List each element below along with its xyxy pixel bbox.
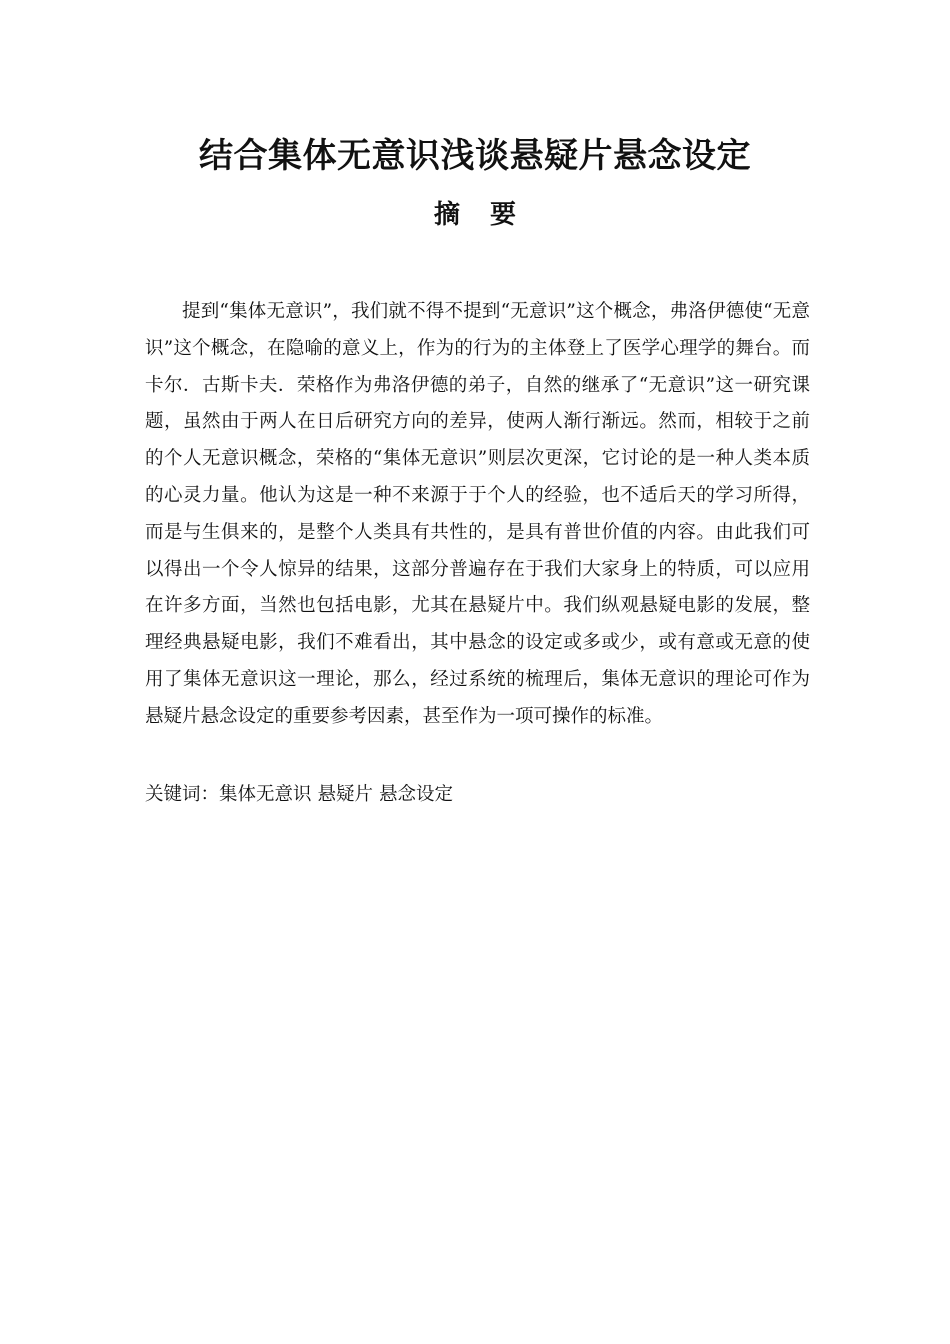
keywords-label: 关键词： — [145, 784, 220, 805]
keyword-item: 集体无意识 — [219, 784, 312, 805]
keyword-item: 悬疑片 — [317, 784, 374, 805]
keyword-item: 悬念设定 — [379, 784, 454, 805]
keywords-line — [145, 777, 810, 814]
abstract-heading: 摘要 — [433, 200, 546, 230]
document-title: 结合集体无意识浅谈悬疑片悬念设定 — [199, 136, 751, 176]
abstract-body: 提到“集体无意识”，我们就不得不提到“无意识”这个概念，弗洛伊德使“无意识”这个概念，在隐喻的意义上，作为的行为的主体登上了医学心理学的舞台。而卡尔．古斯卡夫．荣格作为弗洛伊德的弟子，自然的继承了“无意识”这一研究课题，虽然由于两人在日后研究方向的差异，使两人渐行渐远。然而，相较于之前的个人无意识概念，荣格的“集体无意识”则层次更深，它讨论的是一种人类本质的心灵力量。他认为这是一种不来源于于个人的经验，也不适后天的学习所得，而是与生俱来的，是整个人类具有共性的，是具有普世价值的内容。由此我们可以得出一个令人惊异的结果，这部分普遍存在于我们大家身上的特质，可以应用在许多方面，当然也包括电影，尤其在悬疑片中。我们纵观悬疑电影的发展，整理经典悬疑电影，我们不难看出，其中悬念的设定或多或少，或有意或无意的使用了集体无意识这一理论，那么，经过系统的梳理后，集体无意识的理论可作为悬疑片悬念设定的重要参考因素，甚至作为一项可操作的标准。 — [145, 301, 810, 727]
